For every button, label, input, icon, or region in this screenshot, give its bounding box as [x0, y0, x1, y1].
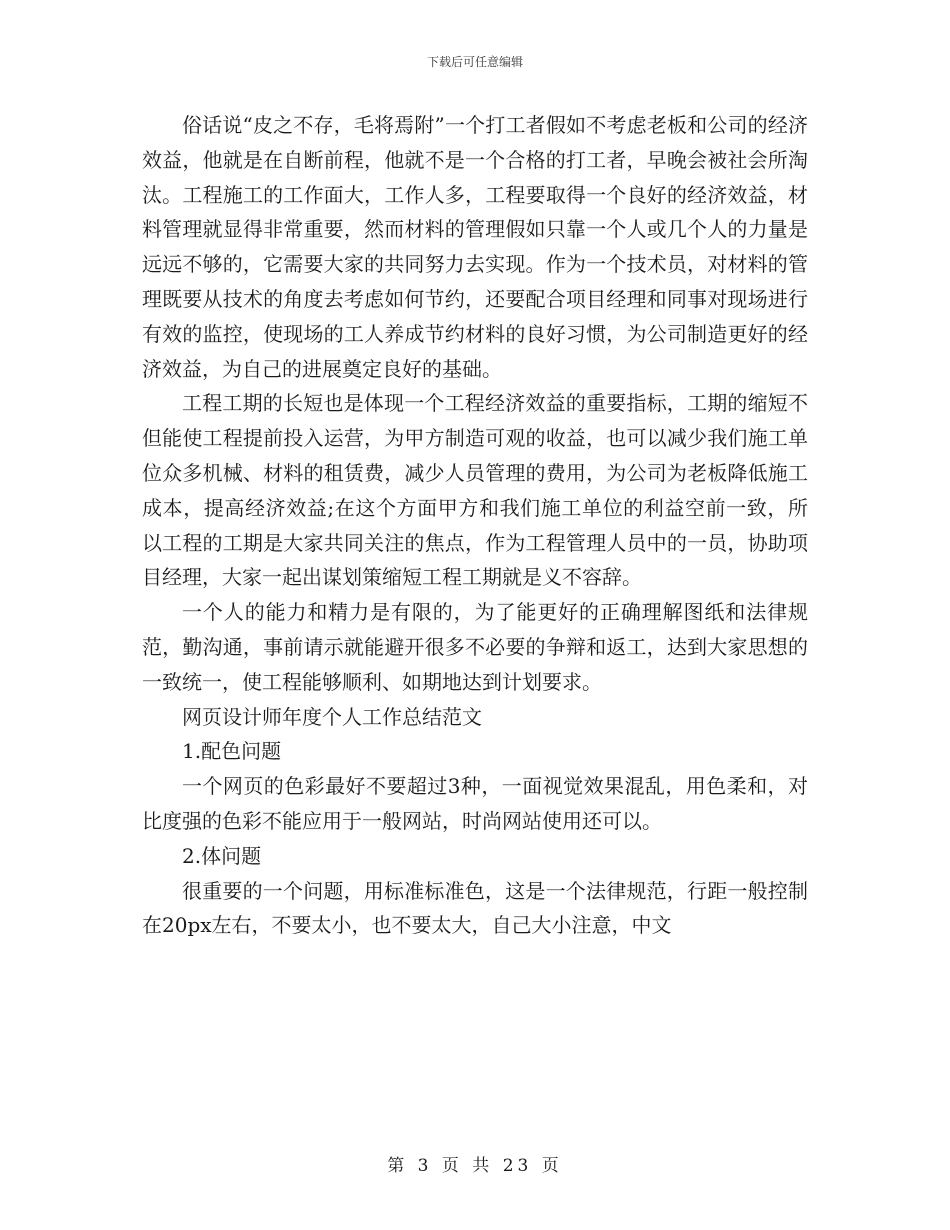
paragraph-color: 一个网页的色彩最好不要超过3种，一面视觉效果混乱，用色柔和，对比度强的色彩不能应用于一般网站，时尚网站使用还可以。 — [142, 774, 808, 833]
subheading-color: 1.配色问题 — [182, 739, 282, 764]
paragraph-construction-period: 工程工期的长短也是体现一个工程经济效益的重要指标，工期的缩短不但能使工程提前投入运营，为甲方制造可观的收益，也可以减少我们施工单位众多机械、材料的租赁费，减少人员管理的费用，为公司为老板降低施工成本，提高经济效益;在这个方面甲方和我们施工单位的利益空前一致，所以工程的工期是大家共同关注的焦点，作为工程管理人员中的一员，协助项目经理，大家一起出谋划策缩短工程工期就是义不容辞。 — [142, 391, 808, 590]
section-title: 网页设计师年度个人工作总结范文 — [182, 704, 482, 729]
paragraph-font: 很重要的一个问题，用标准标准色，这是一个法律规范，行距一般控制在20px左右，不要太小，也不要太大，自己大小注意，中文 — [142, 878, 808, 938]
paragraph-communication: 一个人的能力和精力是有限的，为了能更好的正确理解图纸和法律规范，勤沟通，事前请示就能避开很多不必要的争辩和返工，达到大家思想的一致统一，使工程能够顺利、如期地达到计划要求。 — [142, 600, 808, 694]
document-body — [142, 108, 808, 943]
page-number: 第 3 页 共 23 页 — [387, 1156, 563, 1176]
page-header: 下载后可任意编辑 — [426, 55, 523, 69]
paragraph-material-management: 俗话说“皮之不存，毛将焉附”一个打工者假如不考虑老板和公司的经济效益，他就是在自断前程，他就不是一个合格的打工者，早晚会被社会所淘汰。工程施工的工作面大，工作人多，工程要取得一个良好的经济效益，材料管理就显得非常重要，然而材料的管理假如只靠一个人或几个人的力量是远远不够的，它需要大家的共同努力去实现。作为一个技术员，对材料的管理既要从技术的角度去考虑如何节约，还要配合项目经理和同事对现场进行有效的监控，使现场的工人养成节约材料的良好习惯，为公司制造更好的经济效益，为自己的进展奠定良好的基础。 — [142, 113, 808, 381]
subheading-font: 2.体问题 — [182, 843, 262, 868]
